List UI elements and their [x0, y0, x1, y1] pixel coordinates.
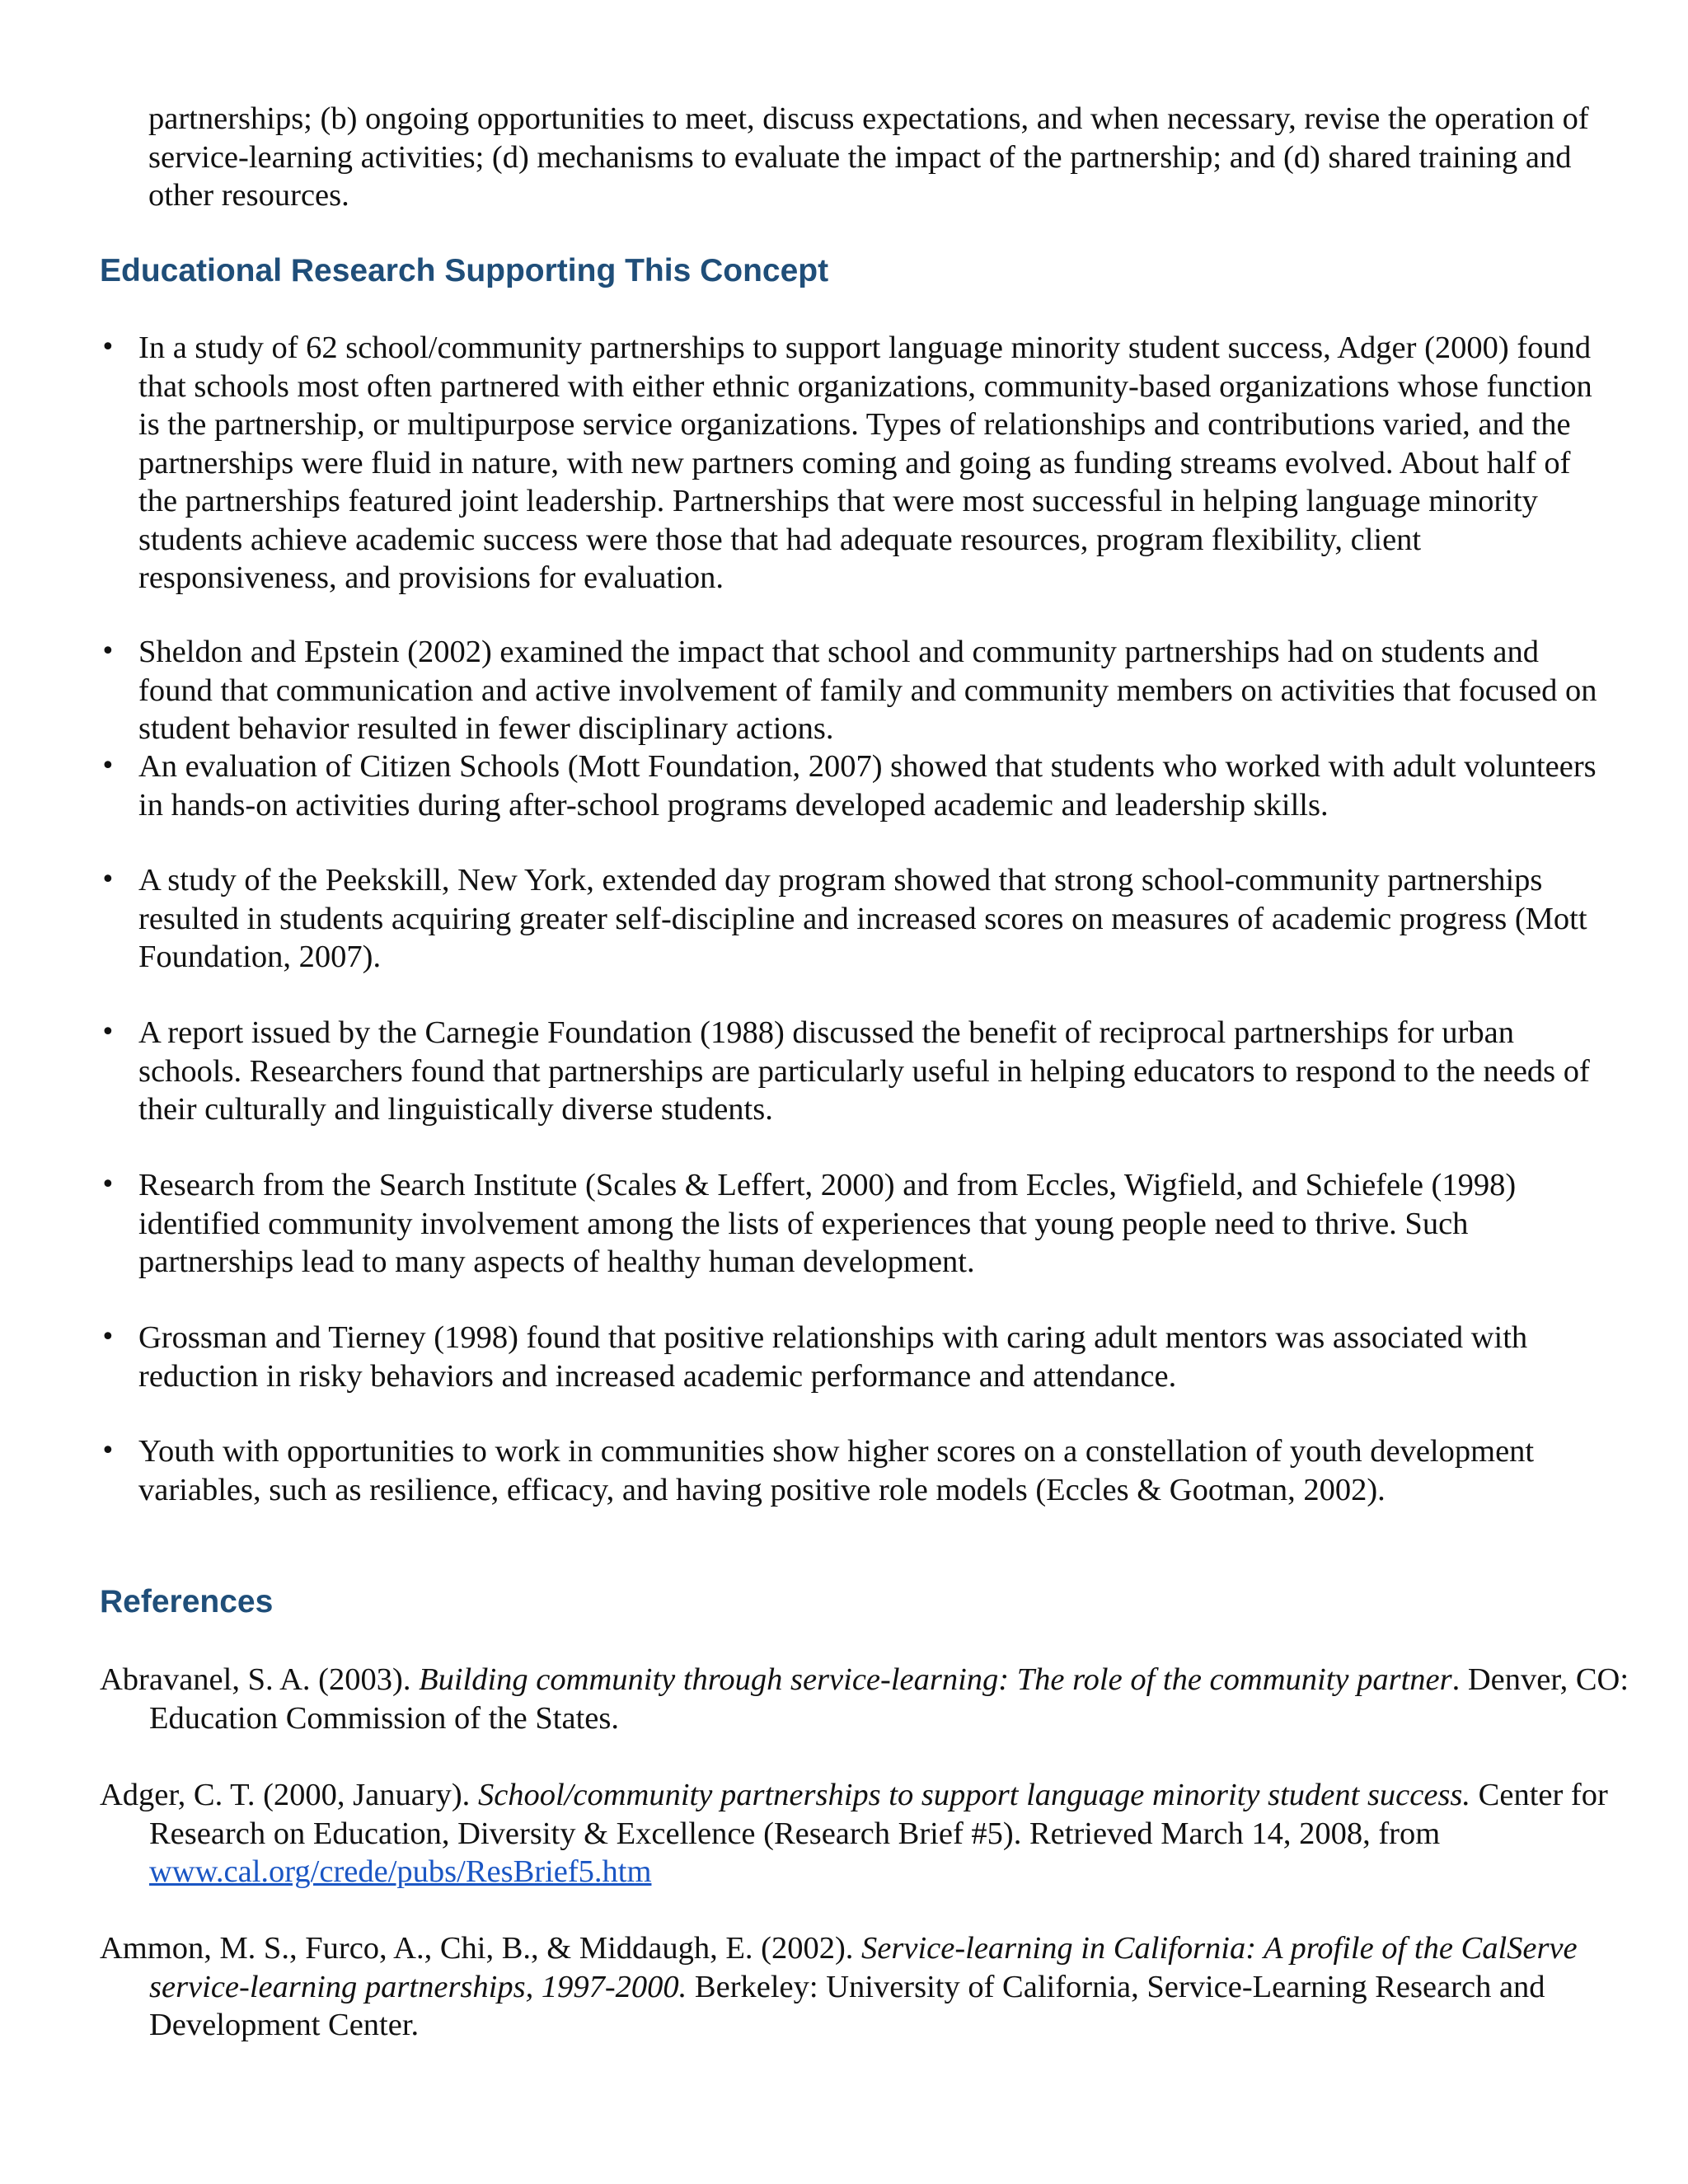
bullet-icon: • — [101, 865, 115, 894]
reference-details: . Denver, CO: Education Commission of the States. — [149, 1662, 1629, 1736]
section-heading-research: Educational Research Supporting This Concept — [100, 253, 829, 288]
reference-title: School/community partnerships to support language minority student success. — [477, 1778, 1471, 1812]
intro-paragraph: partnerships; (b) ongoing opportunities to meet, discuss expectations, and when necessary, revise the operation of service-learning activities; (d) mechanisms to evaluate the impact of the partnership; and (d) shared training and other resources. — [148, 101, 1589, 213]
bullet-icon: • — [101, 1323, 115, 1352]
reference-details: Center for Research on Education, Diversity & Excellence (Research Brief #5). Retrieved March 14, 2008, from — [149, 1778, 1608, 1851]
reference-authors: Adger, C. T. (2000, January). — [100, 1778, 478, 1812]
bullet-icon: • — [101, 333, 115, 362]
research-bullet-3 — [101, 748, 1606, 824]
reference-link[interactable]: www.cal.org/crede/pubs/ResBrief5.htm — [149, 1854, 652, 1889]
reference-entry-adger — [100, 1776, 1666, 1891]
reference-entry-abravanel — [100, 1661, 1666, 1737]
bullet-text: Grossman and Tierney (1998) found that positive relationships with caring adult mentors was associated with reduction in risky behaviors and increased academic performance and attendance. — [138, 1320, 1528, 1394]
bullet-text: A study of the Peekskill, New York, extended day program showed that strong school-community partnerships resulted in students acquiring greater self-discipline and increased scores on measures of academic progress (Mott Foundation, 2007). — [138, 863, 1587, 974]
reference-authors: Abravanel, S. A. (2003). — [100, 1662, 420, 1697]
section-heading-references: References — [100, 1584, 274, 1619]
research-bullet-5 — [101, 1014, 1606, 1129]
bullet-text: Sheldon and Epstein (2002) examined the impact that school and community partnerships had on students and found that communication and active involvement of family and community members on activities that focused on student behavior resulted in fewer disciplinary actions. — [138, 635, 1597, 746]
reference-title: Building community through service-learning: The role of the community partner — [419, 1662, 1452, 1697]
research-bullet-1 — [101, 329, 1606, 598]
bullet-text: An evaluation of Citizen Schools (Mott Foundation, 2007) showed that students who worked with adult volunteers in hands-on activities during after-school programs developed academic and leadership skills. — [138, 749, 1597, 823]
reference-details: Berkeley: University of California, Service-Learning Research and Development Center. — [149, 1969, 1545, 2042]
bullet-text: In a study of 62 school/community partnerships to support language minority student success, Adger (2000) found that schools most often partnered with either ethnic organizations, community-based organizations whose function is the partnership, or multipurpose service organizations. Types of relationships and contributions varied, and the partnerships were fluid in nature, with new partners coming and going as funding streams evolved. About half of the partnerships featured joint leadership. Partnerships that were most successful in helping language minority students achieve academic success were those that had adequate resources, program flexibility, client responsiveness, and provisions for evaluation. — [138, 330, 1592, 595]
research-bullet-4 — [101, 861, 1606, 977]
research-bullet-8 — [101, 1432, 1606, 1509]
research-bullet-7 — [101, 1319, 1606, 1395]
reference-title: Service-learning in California: A profile of the CalServe service-learning partnerships, 1997-2000. — [149, 1931, 1578, 2004]
reference-entry-ammon — [100, 1929, 1666, 2045]
bullet-icon: • — [101, 752, 115, 780]
bullet-text: A report issued by the Carnegie Foundation (1988) discussed the benefit of reciprocal partnerships for urban schools. Researchers found that partnerships are particularly useful in helping educators to respond to the needs of their culturally and linguistically diverse students. — [138, 1015, 1590, 1127]
bullet-icon: • — [101, 1436, 115, 1465]
research-bullet-2 — [101, 633, 1606, 748]
bullet-icon: • — [101, 1018, 115, 1047]
bullet-icon: • — [101, 1170, 115, 1199]
bullet-text: Research from the Search Institute (Scales & Leffert, 2000) and from Eccles, Wigfield, and Schiefele (1998) identified community involvement among the lists of experiences that young people need to thrive. Such partnerships lead to many aspects of healthy human development. — [138, 1168, 1517, 1279]
bullet-icon: • — [101, 637, 115, 666]
bullet-text: Youth with opportunities to work in communities show higher scores on a constellation of youth development variables, such as resilience, efficacy, and having positive role models (Eccles & Gootman, 2002). — [138, 1434, 1535, 1507]
research-bullet-6 — [101, 1166, 1606, 1282]
reference-authors: Ammon, M. S., Furco, A., Chi, B., & Middaugh, E. (2002). — [100, 1931, 862, 1966]
